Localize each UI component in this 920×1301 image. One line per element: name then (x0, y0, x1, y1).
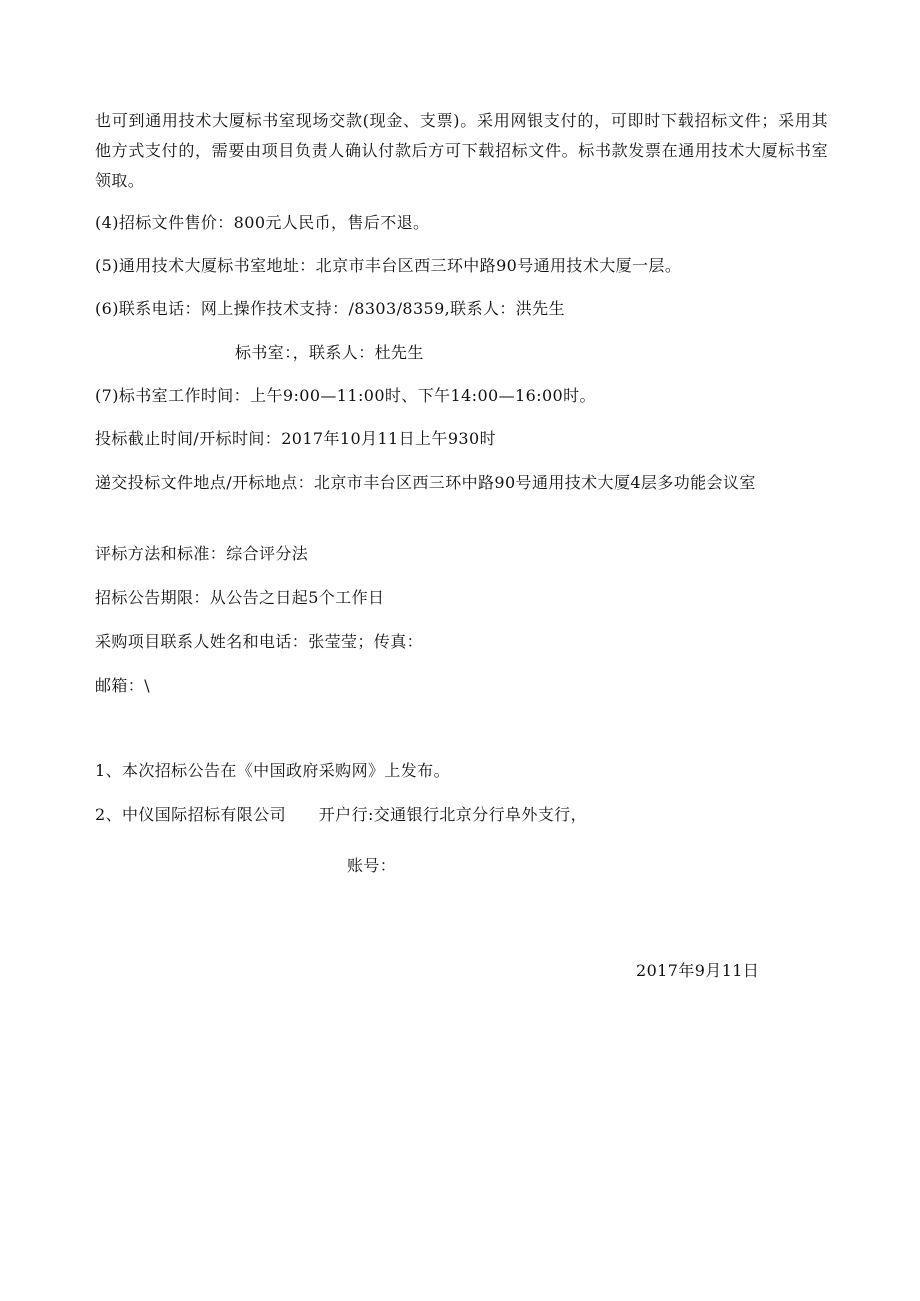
announcement-period: 招标公告期限：从公告之日起5个工作日 (95, 588, 385, 607)
document-date: 2017年9月11日 (636, 961, 760, 980)
evaluation-method: 评标方法和标准：综合评分法 (95, 544, 309, 563)
item-6-continued: 标书室：，联系人：杜先生 (235, 343, 424, 362)
item-5-address: (5)通用技术大厦标书室地址：北京市丰台区西三环中路90号通用技术大厦一层。 (95, 256, 682, 275)
note-1: 1、本次招标公告在《中国政府采购网》上发布。 (95, 761, 450, 780)
intro-paragraph: 也可到通用技术大厦标书室现场交款(现金、支票)。采用网银支付的，可即时下载招标文件；采用其他方式支付的，需要由项目负责人确认付款后方可下载招标文件。标书款发票在通用技术大厦标书室领取。 (95, 111, 828, 190)
account-number: 账号： (347, 856, 397, 875)
item-7-hours: (7)标书室工作时间：上午9:00—11:00时、下午14:00—16:00时。 (95, 386, 596, 405)
submission-location: 递交投标文件地点/开标地点：北京市丰台区西三环中路90号通用技术大厦4层多功能会议室 (95, 473, 756, 492)
item-4-price: (4)招标文件售价：800元人民币，售后不退。 (95, 213, 430, 232)
email-line: 邮箱：\ (95, 676, 150, 695)
contact-person: 采购项目联系人姓名和电话：张莹莹；传真： (95, 632, 424, 651)
item-6-phone: (6)联系电话：网上操作技术支持：/8303/8359,联系人：洪先生 (95, 299, 565, 318)
note-2: 2、中仪国际招标有限公司 开户行:交通银行北京分行阜外支行， (95, 805, 587, 824)
deadline-line: 投标截止时间/开标时间：2017年10月11日上午930时 (95, 429, 496, 448)
